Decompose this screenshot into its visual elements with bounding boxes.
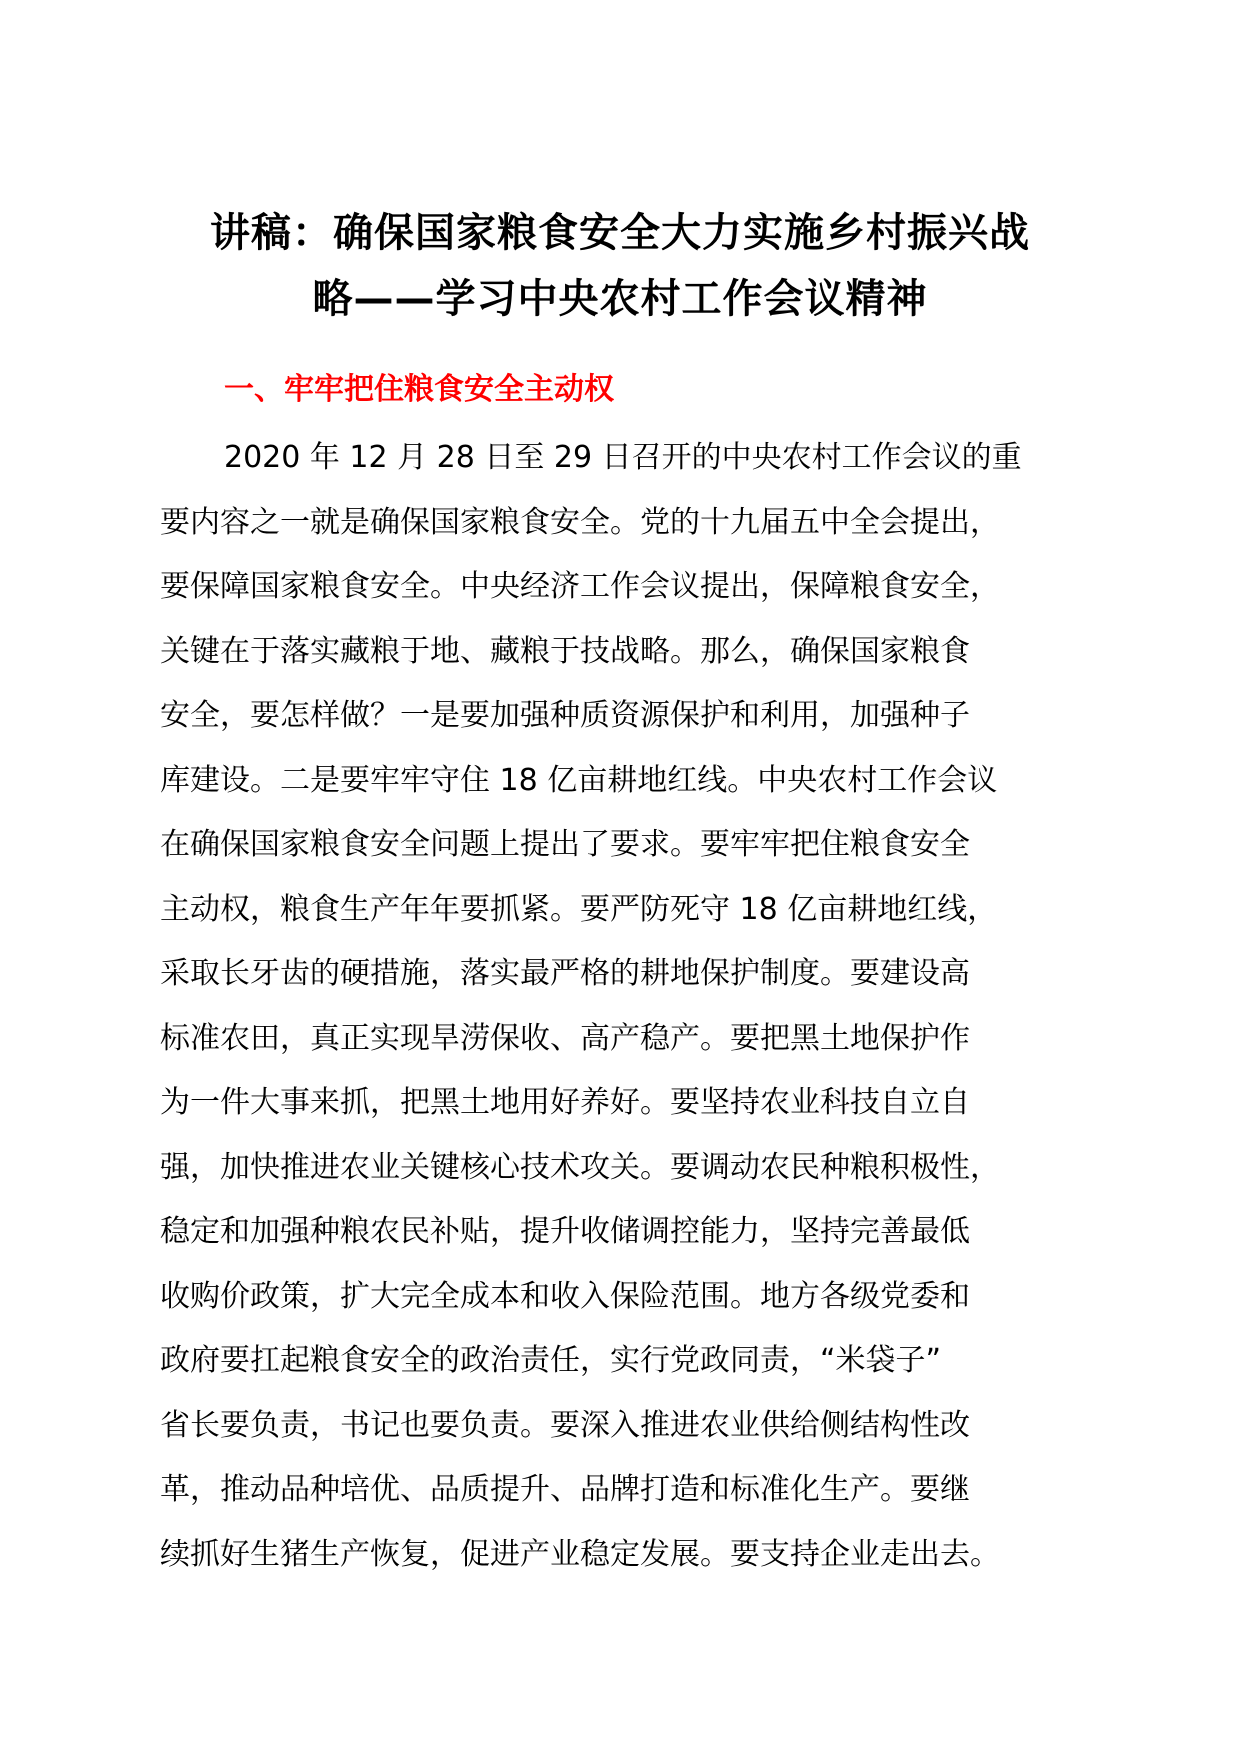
paragraph-line: 强，加快推进农业关键核心技术攻关。要调动农民种粮积极性， <box>160 1149 1000 1185</box>
document-title <box>150 200 1090 332</box>
paragraph-line: 省长要负责，书记也要负责。要深入推进农业供给侧结构性改 <box>160 1407 970 1443</box>
title-line: 讲稿：确保国家粮食安全大力实施乡村振兴战 <box>210 210 1030 256</box>
paragraph-line: 库建设。二是要牢牢守住 18 亿亩耕地红线。中央农村工作会议 <box>160 762 998 798</box>
paragraph-line: 革，推动品种培优、品质提升、品牌打造和标准化生产。要继 <box>160 1472 970 1507</box>
paragraph-line: 在确保国家粮食安全问题上提出了要求。要牢牢把住粮食安全 <box>160 827 970 862</box>
paragraph-line: 稳定和加强种粮农民补贴，提升收储调控能力，坚持完善最低 <box>160 1214 970 1249</box>
paragraph-line: 主动权，粮食生产年年要抓紧。要严防死守 18 亿亩耕地红线， <box>160 891 998 927</box>
paragraph-line: 续抓好生猪生产恢复，促进产业稳定发展。要支持企业走出去。 <box>160 1536 1000 1572</box>
paragraph-line: 要内容之一就是确保国家粮食安全。党的十九届五中全会提出， <box>160 504 1000 540</box>
paragraph-line: 要保障国家粮食安全。中央经济工作会议提出，保障粮食安全， <box>160 569 1000 604</box>
paragraph-line: 政府要扛起粮食安全的政治责任，实行党政同责，“米袋子” <box>160 1343 942 1378</box>
paragraph-line: 采取长牙齿的硬措施，落实最严格的耕地保护制度。要建设高 <box>160 956 970 991</box>
paragraph-line: 关键在于落实藏粮于地、藏粮于技战略。那么，确保国家粮食 <box>160 633 970 669</box>
paragraph-line: 2020 年 12 月 28 日至 29 日召开的中央农村工作会议的重 <box>224 440 1022 475</box>
paragraph-line: 标准农田，真正实现旱涝保收、高产稳产。要把黑土地保护作 <box>160 1020 970 1056</box>
paragraph-line: 收购价政策，扩大完全成本和收入保险范围。地方各级党委和 <box>160 1278 970 1314</box>
paragraph-line: 为一件大事来抓，把黑土地用好养好。要坚持农业科技自立自 <box>160 1085 970 1120</box>
paragraph-line: 安全，要怎样做？一是要加强种质资源保护和利用，加强种子 <box>160 698 970 733</box>
title-line: 略——学习中央农村工作会议精神 <box>312 276 928 322</box>
body-paragraph <box>160 426 1110 1587</box>
section-heading: 一、牢牢把住粮食安全主动权 <box>224 372 614 407</box>
